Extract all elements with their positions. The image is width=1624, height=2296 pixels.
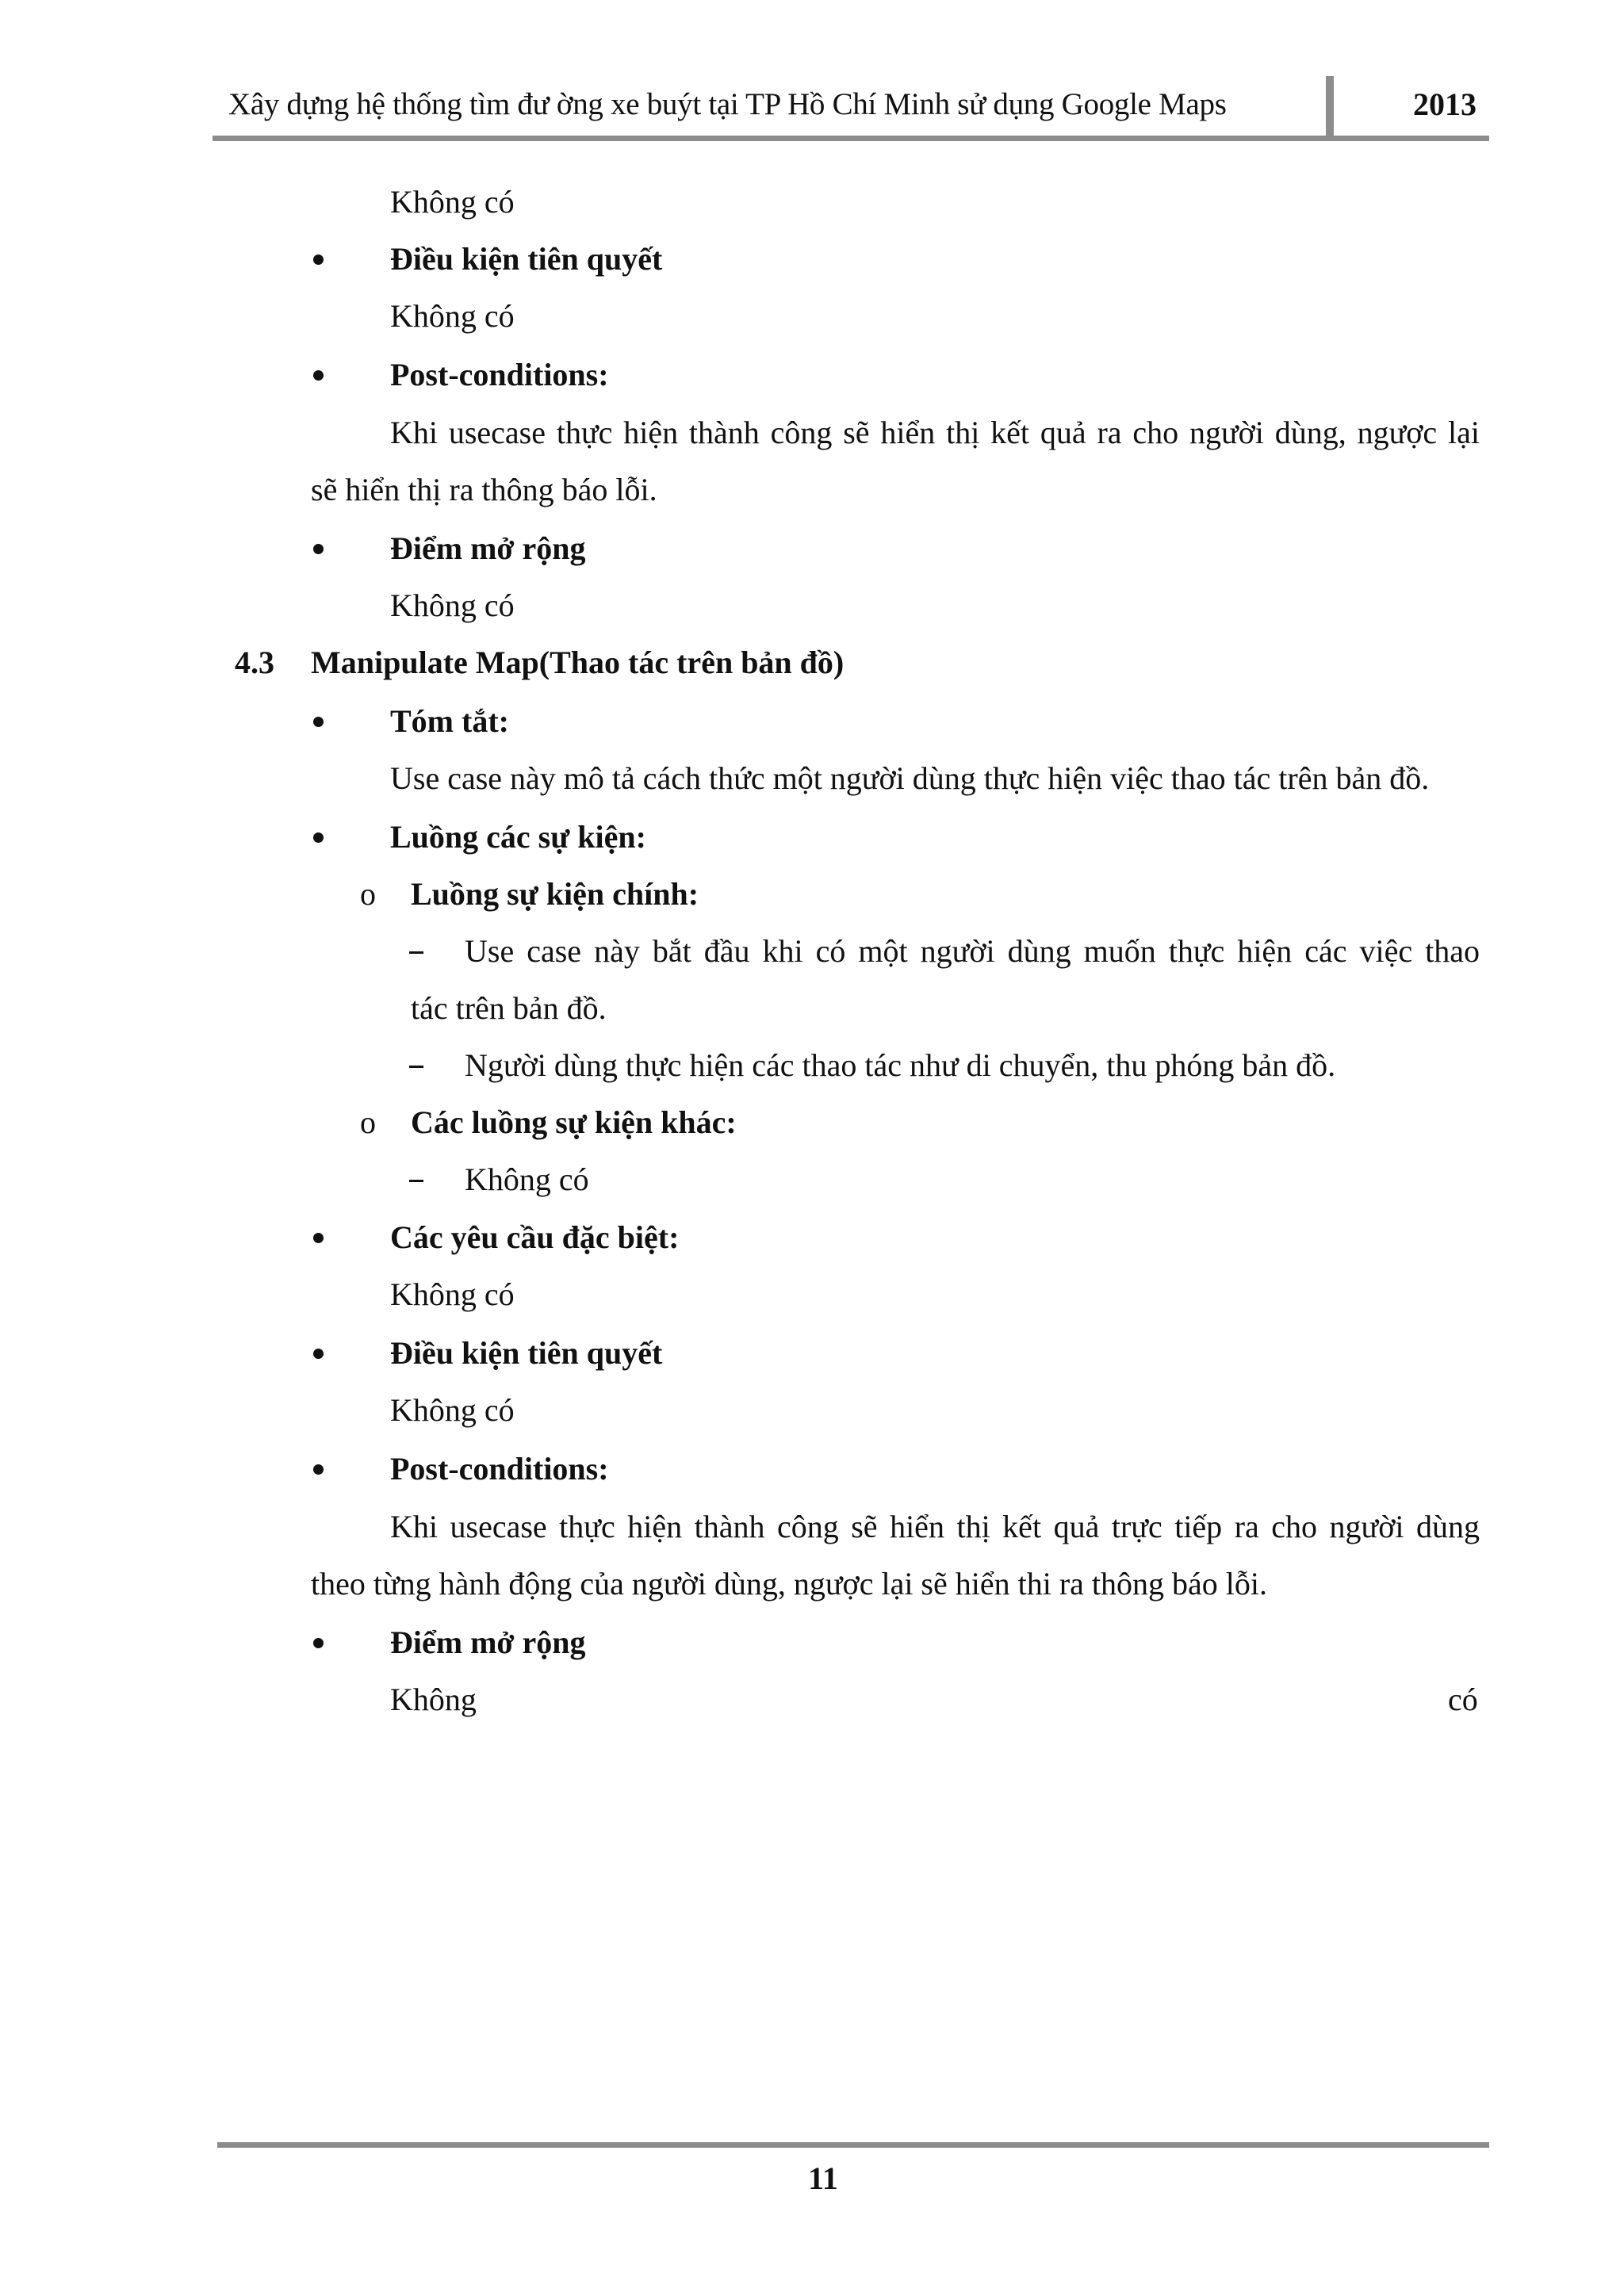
bullet-icon (313, 1464, 324, 1475)
body-text: Khi usecase thực hiện thành công sẽ hiển thị kết quả trực tiếp ra cho người dùng (390, 1509, 1480, 1544)
subheading: Các luồng sự kiện khác: (411, 1104, 737, 1140)
body-text: Không (390, 1682, 477, 1717)
body-text: Không có (390, 298, 515, 334)
bullet-icon (313, 370, 324, 381)
subheading: Tóm tắt: (390, 703, 509, 739)
dash-bullet-icon (409, 1066, 423, 1068)
subheading: Điểm mở rộng (390, 530, 586, 566)
header-divider (1326, 76, 1334, 141)
subheading: Điều kiện tiên quyết (390, 1335, 663, 1371)
body-text: Người dùng thực hiện các thao tác như di chuyển, thu phóng bản đồ. (465, 1047, 1336, 1083)
dash-bullet-icon (409, 951, 423, 954)
body-text: Không có (390, 1392, 515, 1428)
circle-bullet-icon: o (360, 1104, 376, 1140)
body-text: Không có (465, 1161, 589, 1197)
bullet-icon (313, 717, 324, 727)
body-text: tác trên bản đồ. (411, 990, 607, 1026)
bullet-icon (313, 1233, 324, 1243)
subheading: Luồng các sự kiện: (390, 819, 646, 855)
bullet-icon (313, 1349, 324, 1359)
body-text: Không có (390, 587, 515, 623)
body-text: sẽ hiển thị ra thông báo lỗi. (311, 472, 657, 507)
subheading: Điểm mở rộng (390, 1624, 586, 1660)
body-text: Khi usecase thực hiện thành công sẽ hiển thị kết quả ra cho người dùng, ngược lại (390, 415, 1480, 450)
subheading: Các yêu cầu đặc biệt: (390, 1219, 680, 1255)
bullet-icon (313, 254, 324, 265)
body-text: Use case này mô tả cách thức một người dùng thực hiện việc thao tác trên bản đồ. (390, 760, 1430, 796)
body-text: theo từng hành động của người dùng, ngược lại sẽ hiển thi ra thông báo lỗi. (311, 1566, 1268, 1601)
subheading: Post-conditions: (390, 357, 609, 392)
bullet-icon (313, 832, 324, 843)
dash-bullet-icon (409, 1180, 423, 1182)
section-number: 4.3 (235, 645, 274, 680)
body-text: có (1448, 1682, 1478, 1717)
header-title: Xây dựng hệ thống tìm đư ờng xe buýt tại TP Hồ Chí Minh sử dụng Google Maps (228, 87, 1227, 121)
circle-bullet-icon: o (360, 876, 376, 912)
page-number: 11 (808, 2160, 838, 2196)
bullet-icon (313, 544, 324, 554)
bullet-icon (313, 1638, 324, 1648)
header-year: 2013 (1413, 86, 1477, 122)
subheading: Luồng sự kiện chính: (411, 876, 699, 912)
header-rule (213, 136, 1489, 141)
subheading: Post-conditions: (390, 1451, 609, 1487)
subheading: Điều kiện tiên quyết (390, 241, 663, 277)
body-text: Không có (390, 184, 515, 220)
section-title: Manipulate Map(Thao tác trên bản đồ) (311, 645, 845, 680)
footer-rule (217, 2142, 1489, 2148)
body-text: Không có (390, 1276, 515, 1312)
body-text: Use case này bắt đầu khi có một người dùng muốn thực hiện các việc thao (465, 933, 1480, 969)
